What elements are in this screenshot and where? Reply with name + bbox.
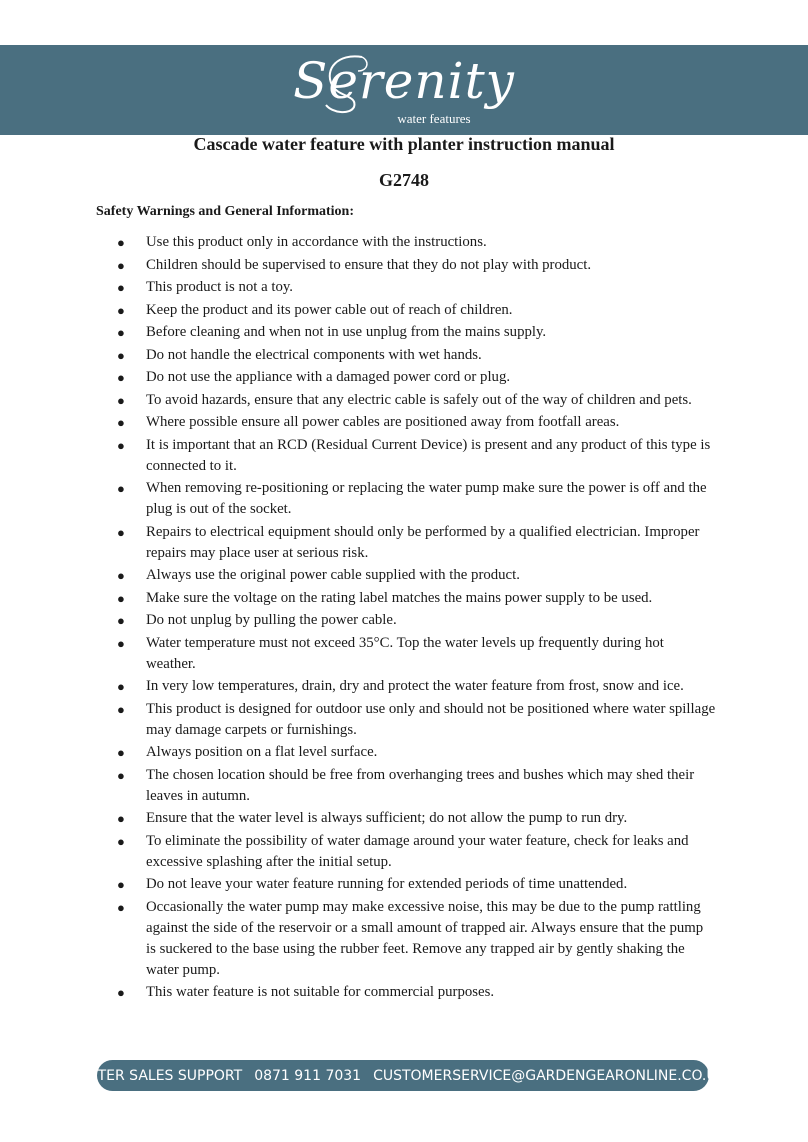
- list-item-text: Where possible ensure all power cables are positioned away from footfall areas.: [146, 414, 620, 430]
- product-code: G2748: [378, 170, 429, 190]
- list-item-text: This product is not a toy.: [146, 279, 293, 295]
- list-item-text: To eliminate the possibility of water damage around your water feature, check for leaks and excessive splashing after the initial setup.: [146, 832, 689, 870]
- bullet-icon: ●: [117, 302, 125, 318]
- brand-tagline: water features: [397, 111, 471, 126]
- list-item-text: When removing re-positioning or replacing the water pump make sure the power is off and the plug is out of the socket.: [146, 480, 707, 517]
- list-item: [96, 808, 716, 829]
- list-item-text: In very low temperatures, drain, dry and protect the water feature from frost, snow and ice.: [146, 678, 684, 694]
- list-item-text: Keep the product and its power cable out of reach of children.: [146, 301, 513, 318]
- list-item: [96, 322, 716, 343]
- bullet-icon: ●: [117, 235, 125, 250]
- list-item: [96, 633, 716, 675]
- list-item: [96, 565, 716, 586]
- bullet-icon: ●: [117, 767, 125, 783]
- bullet-icon: ●: [117, 745, 125, 760]
- list-item-text: Always position on a flat level surface.: [146, 744, 378, 760]
- brand-name: Serenity: [293, 52, 515, 110]
- bullet-icon: ●: [117, 568, 125, 583]
- bullet-icon: ●: [117, 635, 125, 651]
- list-item: [96, 897, 716, 981]
- list-item-text: The chosen location should be free from overhanging trees and bushes which may shed their leaves in autumn.: [146, 766, 695, 804]
- list-item-text: Do not use the appliance with a damaged power cord or plug.: [146, 369, 511, 385]
- list-item: [96, 390, 716, 411]
- list-item: [96, 367, 716, 388]
- list-item-text: It is important that an RCD (Residual Current Device) is present and any product of this type is connected to it.: [146, 436, 711, 474]
- list-item: [96, 232, 716, 253]
- list-item: [96, 765, 716, 807]
- list-item: [96, 982, 716, 1003]
- bullet-icon: ●: [117, 811, 125, 826]
- support-footer: [80, 1060, 726, 1091]
- bullet-icon: ●: [117, 590, 125, 606]
- bullet-icon: ●: [117, 392, 125, 408]
- bullet-icon: ●: [117, 701, 125, 717]
- header-banner: [0, 45, 808, 135]
- bullet-icon: ●: [117, 257, 125, 273]
- bullet-icon: ●: [117, 325, 125, 340]
- bullet-icon: ●: [117, 833, 125, 849]
- bullet-icon: ●: [117, 280, 125, 295]
- list-item: [96, 699, 716, 741]
- bullet-icon: ●: [117, 370, 125, 385]
- list-item-text: Use this product only in accordance with the instructions.: [146, 234, 487, 250]
- bullet-icon: ●: [117, 437, 125, 453]
- list-item-text: To avoid hazards, ensure that any electric cable is safely out of the way of children and pets.: [146, 391, 692, 408]
- safety-warnings-list: [96, 232, 716, 1005]
- list-item-text: Occasionally the water pump may make excessive noise, this may be due to the pump rattling against the side of the reservoir or a small amount of trapped air. Always ensure that the pump is suckered to the base using the rubber feet. Remove any trapped air by gently shaking the water pump.: [146, 898, 704, 978]
- serenity-logo: [0, 45, 808, 135]
- support-label: AFTER SALES SUPPORT: [80, 1067, 243, 1084]
- support-email-link[interactable]: CUSTOMERSERVICE@GARDENGEARONLINE.CO.UK: [373, 1067, 726, 1084]
- bullet-icon: ●: [117, 347, 125, 363]
- list-item-text: This product is designed for outdoor use only and should not be positioned where water spillage may damage carpets or furnishings.: [146, 700, 716, 738]
- bullet-icon: ●: [117, 877, 125, 892]
- bullet-icon: ●: [117, 481, 125, 496]
- list-item-text: Repairs to electrical equipment should only be performed by a qualified electrician. Improper repairs may place user at serious risk.: [146, 523, 700, 561]
- bullet-icon: ●: [117, 985, 125, 1000]
- list-item: [96, 742, 716, 763]
- list-item: [96, 300, 716, 321]
- list-item: [96, 255, 716, 276]
- section-heading: Safety Warnings and General Information:: [96, 204, 354, 219]
- list-item-text: Do not unplug by pulling the power cable.: [146, 612, 397, 628]
- list-item: [96, 522, 716, 564]
- bullet-icon: ●: [117, 613, 125, 628]
- bullet-icon: ●: [117, 524, 125, 540]
- list-item-text: This water feature is not suitable for commercial purposes.: [146, 984, 495, 1000]
- list-item: [96, 345, 716, 366]
- list-item-text: Ensure that the water level is always sufficient; do not allow the pump to run dry.: [146, 810, 628, 826]
- bullet-icon: ●: [117, 679, 125, 694]
- list-item-text: Do not leave your water feature running for extended periods of time unattended.: [146, 876, 628, 892]
- list-item-text: Always use the original power cable supplied with the product.: [146, 567, 520, 583]
- list-item: [96, 277, 716, 298]
- list-item-text: Before cleaning and when not in use unplug from the mains supply.: [146, 324, 547, 340]
- list-item: [96, 676, 716, 697]
- list-item-text: Do not handle the electrical components with wet hands.: [146, 346, 482, 363]
- support-phone-link[interactable]: 0871 911 7031: [254, 1067, 362, 1084]
- list-item: [96, 588, 716, 609]
- page-title: Cascade water feature with planter instruction manual: [193, 134, 615, 154]
- list-item: [96, 412, 716, 433]
- list-item: [96, 435, 716, 477]
- list-item-text: Children should be supervised to ensure that they do not play with product.: [146, 256, 592, 273]
- list-item: [96, 610, 716, 631]
- list-item-text: Make sure the voltage on the rating label matches the mains power supply to be used.: [146, 589, 653, 606]
- list-item-text: Water temperature must not exceed 35°C. Top the water levels up frequently during hot weather.: [146, 634, 664, 672]
- bullet-icon: ●: [117, 415, 125, 430]
- list-item: [96, 478, 716, 520]
- list-item: [96, 874, 716, 895]
- bullet-icon: ●: [117, 899, 125, 915]
- list-item: [96, 831, 716, 873]
